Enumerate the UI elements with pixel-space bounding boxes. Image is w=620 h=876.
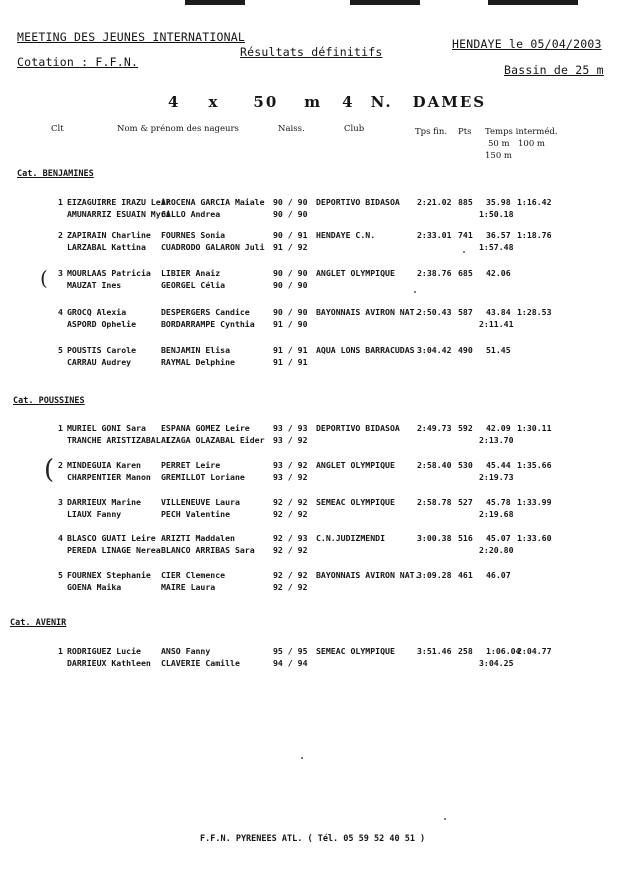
split-150: 2:19.68 <box>479 509 514 519</box>
category-label: Cat. AVENIR <box>10 618 67 628</box>
split-100: 1:18.76 <box>517 230 552 240</box>
scan-artifact <box>350 0 420 5</box>
split-150: 2:19.73 <box>479 472 514 482</box>
scan-artifact <box>488 0 578 5</box>
points: 516 <box>458 533 473 543</box>
split-100: 1:33.99 <box>517 497 552 507</box>
club-name: ANGLET OLYMPIQUE <box>316 268 395 278</box>
rank: 4 <box>58 533 63 543</box>
birth-years: 94 / 94 <box>273 658 308 668</box>
split-100: 1:16.42 <box>517 197 552 207</box>
title-part: 4 <box>168 93 181 111</box>
club-name: DEPORTIVO BIDASOA <box>316 197 400 207</box>
points: 741 <box>458 230 473 240</box>
swimmer-name: BLASCO GUATI Leire <box>67 533 156 543</box>
points: 258 <box>458 646 473 656</box>
title-part: 4 <box>342 93 355 111</box>
swimmer-name: GALLO Andrea <box>161 209 221 219</box>
birth-years: 93 / 92 <box>273 460 308 470</box>
col-names: Nom & prénom des nageurs <box>117 124 239 134</box>
swimmer-name: PECH Valentine <box>161 509 231 519</box>
title-part: DAMES <box>412 93 487 111</box>
club-name: AQUA LONS BARRACUDAS <box>316 345 415 355</box>
rank: 5 <box>58 570 63 580</box>
swimmer-name: CHARPENTIER Manon <box>67 472 151 482</box>
meeting-title: MEETING DES JEUNES INTERNATIONAL <box>17 30 245 44</box>
birth-years: 93 / 92 <box>273 472 308 482</box>
swimmer-name: FOURNEX Stephanie <box>67 570 151 580</box>
swimmer-name: RODRIGUEZ Lucie <box>67 646 141 656</box>
swimmer-name: PEREDA LINAGE Nerea <box>67 545 161 555</box>
final-time: 2:33.01 <box>417 230 452 240</box>
scan-speck <box>463 251 465 253</box>
rank: 1 <box>58 197 63 207</box>
split-150: 2:20.80 <box>479 545 514 555</box>
hand-bracket: ( <box>44 455 55 485</box>
swimmer-name: ALZAGA OLAZABAL Eider <box>161 435 265 445</box>
swimmer-name: CARRAU Audrey <box>67 357 132 367</box>
scan-artifact <box>185 0 245 5</box>
title-part: N. <box>370 93 393 111</box>
cotation: Cotation : F.F.N. <box>17 55 139 69</box>
swimmer-name: LIAUX Fanny <box>67 509 122 519</box>
swimmer-name: DARRIEUX Kathleen <box>67 658 151 668</box>
club-name: SEMEAC OLYMPIQUE <box>316 497 395 507</box>
swimmer-name: PERRET Leire <box>161 460 221 470</box>
split-150: 2:13.70 <box>479 435 514 445</box>
points: 587 <box>458 307 473 317</box>
split-50: 45.44 <box>486 460 511 470</box>
points: 461 <box>458 570 473 580</box>
col-split-100: 100 m <box>518 139 545 149</box>
swimmer-name: GREMILLOT Loriane <box>161 472 245 482</box>
col-split-150: 150 m <box>485 151 512 161</box>
split-50: 42.06 <box>486 268 511 278</box>
split-150: 1:57.48 <box>479 242 514 252</box>
swimmer-name: DESPERGERS Candice <box>161 307 250 317</box>
bassin: Bassin de 25 m <box>504 63 604 77</box>
club-name: HENDAYE C.N. <box>316 230 376 240</box>
birth-years: 92 / 92 <box>273 570 308 580</box>
swimmer-name: DARRIEUX Marine <box>67 497 141 507</box>
rank: 4 <box>58 307 63 317</box>
swimmer-name: BENJAMIN Elisa <box>161 345 231 355</box>
club-name: BAYONNAIS AVIRON NAT. <box>316 307 420 317</box>
split-100: 1:30.11 <box>517 423 552 433</box>
swimmer-name: LIBIER Anaiz <box>161 268 221 278</box>
split-150: 3:04.25 <box>479 658 514 668</box>
swimmer-name: GROCQ Alexia <box>67 307 127 317</box>
swimmer-name: AMUNARRIZ ESUAIN Myri <box>67 209 171 219</box>
col-split-50: 50 m <box>488 139 510 149</box>
swimmer-name: BLANCO ARRIBAS Sara <box>161 545 255 555</box>
split-100: 1:28.53 <box>517 307 552 317</box>
swimmer-name: MOURLAAS Patricia <box>67 268 151 278</box>
swimmer-name: POUSTIS Carole <box>67 345 137 355</box>
final-time: 3:51.46 <box>417 646 452 656</box>
club-name: C.N.JUDIZMENDI <box>316 533 386 543</box>
split-50: 51.45 <box>486 345 511 355</box>
birth-years: 92 / 92 <box>273 509 308 519</box>
points: 592 <box>458 423 473 433</box>
place-date: HENDAYE le 05/04/2003 <box>452 37 602 51</box>
birth-years: 93 / 92 <box>273 435 308 445</box>
swimmer-name: MAUZAT Ines <box>67 280 122 290</box>
final-time: 2:21.02 <box>417 197 452 207</box>
swimmer-name: FOURNES Sonia <box>161 230 226 240</box>
split-50: 45.07 <box>486 533 511 543</box>
swimmer-name: BORDARRAMPE Cynthia <box>161 319 255 329</box>
swimmer-name: ANSO Fanny <box>161 646 211 656</box>
final-time: 2:58.78 <box>417 497 452 507</box>
col-club: Club <box>344 124 365 134</box>
points: 490 <box>458 345 473 355</box>
swimmer-name: AROCENA GARCIA Maiale <box>161 197 265 207</box>
title-part: 50 <box>253 93 279 111</box>
split-50: 42.09 <box>486 423 511 433</box>
birth-years: 91 / 92 <box>273 242 308 252</box>
swimmer-name: CLAVERIE Camille <box>161 658 240 668</box>
footer-contact: F.F.N. PYRENEES ATL. ( Tél. 05 59 52 40 51 ) <box>200 834 426 844</box>
swimmer-name: LARZABAL Kattina <box>67 242 146 252</box>
swimmer-name: RAYMAL Delphine <box>161 357 235 367</box>
rank: 3 <box>58 497 63 507</box>
birth-years: 90 / 91 <box>273 230 308 240</box>
birth-years: 90 / 90 <box>273 209 308 219</box>
scan-speck <box>414 291 416 293</box>
final-time: 3:04.42 <box>417 345 452 355</box>
category-label: Cat. BENJAMINES <box>17 169 94 179</box>
birth-years: 92 / 92 <box>273 582 308 592</box>
birth-years: 92 / 92 <box>273 545 308 555</box>
split-150: 2:11.41 <box>479 319 514 329</box>
final-time: 3:00.38 <box>417 533 452 543</box>
swimmer-name: EIZAGUIRRE IRAZU Leir <box>67 197 171 207</box>
hand-bracket: ( <box>40 266 48 290</box>
swimmer-name: ESPANA GOMEZ Leire <box>161 423 250 433</box>
title-part: m <box>304 93 323 111</box>
split-50: 1:06.04 <box>486 646 521 656</box>
final-time: 2:50.43 <box>417 307 452 317</box>
birth-years: 90 / 90 <box>273 280 308 290</box>
club-name: ANGLET OLYMPIQUE <box>316 460 395 470</box>
split-50: 43.84 <box>486 307 511 317</box>
split-100: 2:04.77 <box>517 646 552 656</box>
rank: 1 <box>58 423 63 433</box>
birth-years: 91 / 90 <box>273 319 308 329</box>
col-clt: Clt <box>51 124 64 134</box>
split-50: 45.78 <box>486 497 511 507</box>
rank: 3 <box>58 268 63 278</box>
points: 885 <box>458 197 473 207</box>
birth-years: 91 / 91 <box>273 357 308 367</box>
results-label: Résultats définitifs <box>240 45 383 59</box>
swimmer-name: VILLENEUVE Laura <box>161 497 240 507</box>
title-part: x <box>208 93 220 111</box>
event-title <box>168 93 486 111</box>
col-naiss: Naiss. <box>278 124 305 134</box>
final-time: 2:38.76 <box>417 268 452 278</box>
swimmer-name: MINDEGUIA Karen <box>67 460 141 470</box>
col-tps: Tps fin. <box>415 127 448 137</box>
club-name: BAYONNAIS AVIRON NAT. <box>316 570 420 580</box>
birth-years: 92 / 92 <box>273 497 308 507</box>
split-50: 35.98 <box>486 197 511 207</box>
club-name: SEMEAC OLYMPIQUE <box>316 646 395 656</box>
swimmer-name: MURIEL GONI Sara <box>67 423 146 433</box>
swimmer-name: CIER Clemence <box>161 570 226 580</box>
swimmer-name: ZAPIRAIN Charline <box>67 230 151 240</box>
points: 530 <box>458 460 473 470</box>
category-label: Cat. POUSSINES <box>13 396 85 406</box>
birth-years: 90 / 90 <box>273 197 308 207</box>
points: 685 <box>458 268 473 278</box>
split-100: 1:35.66 <box>517 460 552 470</box>
club-name: DEPORTIVO BIDASOA <box>316 423 400 433</box>
swimmer-name: GOENA Maika <box>67 582 122 592</box>
birth-years: 91 / 91 <box>273 345 308 355</box>
birth-years: 95 / 95 <box>273 646 308 656</box>
swimmer-name: MAIRE Laura <box>161 582 216 592</box>
swimmer-name: TRANCHE ARISTIZABAL I <box>67 435 171 445</box>
split-50: 36.57 <box>486 230 511 240</box>
points: 527 <box>458 497 473 507</box>
final-time: 2:49.73 <box>417 423 452 433</box>
birth-years: 93 / 93 <box>273 423 308 433</box>
swimmer-name: ASPORD Ophelie <box>67 319 137 329</box>
split-50: 46.07 <box>486 570 511 580</box>
scan-speck <box>301 757 303 759</box>
final-time: 2:58.40 <box>417 460 452 470</box>
swimmer-name: CUADRODO GALARON Juli <box>161 242 265 252</box>
birth-years: 90 / 90 <box>273 268 308 278</box>
col-pts: Pts <box>458 127 472 137</box>
rank: 1 <box>58 646 63 656</box>
birth-years: 92 / 93 <box>273 533 308 543</box>
rank: 2 <box>58 230 63 240</box>
rank: 5 <box>58 345 63 355</box>
scan-speck <box>444 818 446 820</box>
swimmer-name: ARIZTI Maddalen <box>161 533 235 543</box>
final-time: 3:09.28 <box>417 570 452 580</box>
split-100: 1:33.60 <box>517 533 552 543</box>
swimmer-name: GEORGEL Célia <box>161 280 226 290</box>
rank: 2 <box>58 460 63 470</box>
split-150: 1:50.18 <box>479 209 514 219</box>
col-interm: Temps interméd. <box>485 127 558 137</box>
birth-years: 90 / 90 <box>273 307 308 317</box>
